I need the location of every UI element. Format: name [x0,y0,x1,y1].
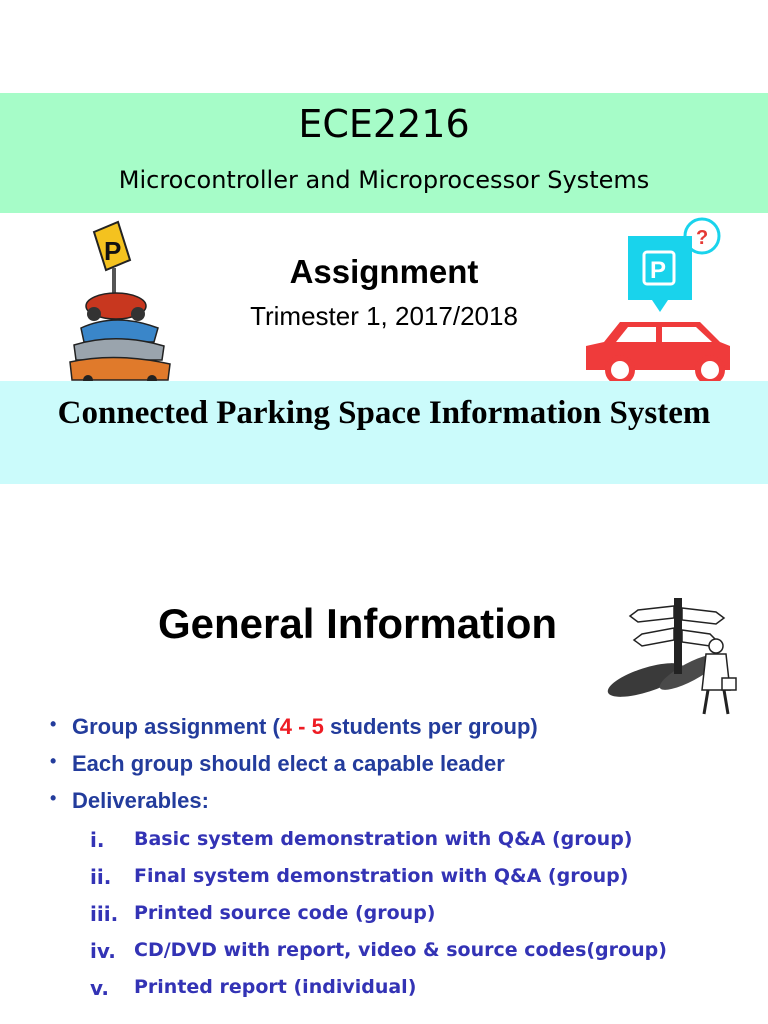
project-title: Connected Parking Space Information System [57,395,711,431]
trimester-label: Trimester 1, 2017/2018 [250,301,518,331]
item-number: iii. [90,902,119,926]
group-size-dash: - [292,714,312,739]
pin-letter: P [650,257,667,284]
parking-car-illustration [580,214,740,384]
course-code: ECE2216 [298,102,470,146]
parking-sign-letter: P [104,236,122,266]
signpost-man-illustration [598,594,754,720]
title-slide [0,0,768,500]
bullet-deliverables [48,788,538,825]
bullet-text: Deliverables: [72,788,209,813]
bullet-dot-icon: • [50,788,57,808]
item-text: CD/DVD with report, video & source codes(group) [134,939,667,961]
bullet-dot-icon: • [50,751,57,771]
group-size-min: 4 [279,714,293,739]
item-text: Printed report (individual) [134,976,417,998]
bullet-leader [48,751,538,788]
general-information-slide [0,500,768,1024]
item-number: v. [90,976,110,1000]
item-text: Printed source code (group) [134,902,436,924]
item-text: Basic system demonstration with Q&A (group) [134,828,633,850]
bullet-group-assignment [48,714,538,751]
item-text: Final system demonstration with Q&A (group) [134,865,629,887]
info-bullets [48,714,538,825]
bullet-dot-icon: • [50,714,57,734]
group-size-max: 5 [311,714,324,739]
item-number: i. [90,828,105,852]
slide-title: General Information [158,600,558,647]
bullet-text: Group assignment ( [72,714,280,739]
question-mark: ? [696,227,709,249]
course-name: Microcontroller and Microprocessor Systems [118,166,650,194]
item-number: iv. [90,939,116,963]
item-number: ii. [90,865,112,889]
bullet-text: Each group should elect a capable leader [72,751,505,776]
bullet-text-suffix: students per group) [323,714,538,739]
assignment-label: Assignment [289,253,479,290]
